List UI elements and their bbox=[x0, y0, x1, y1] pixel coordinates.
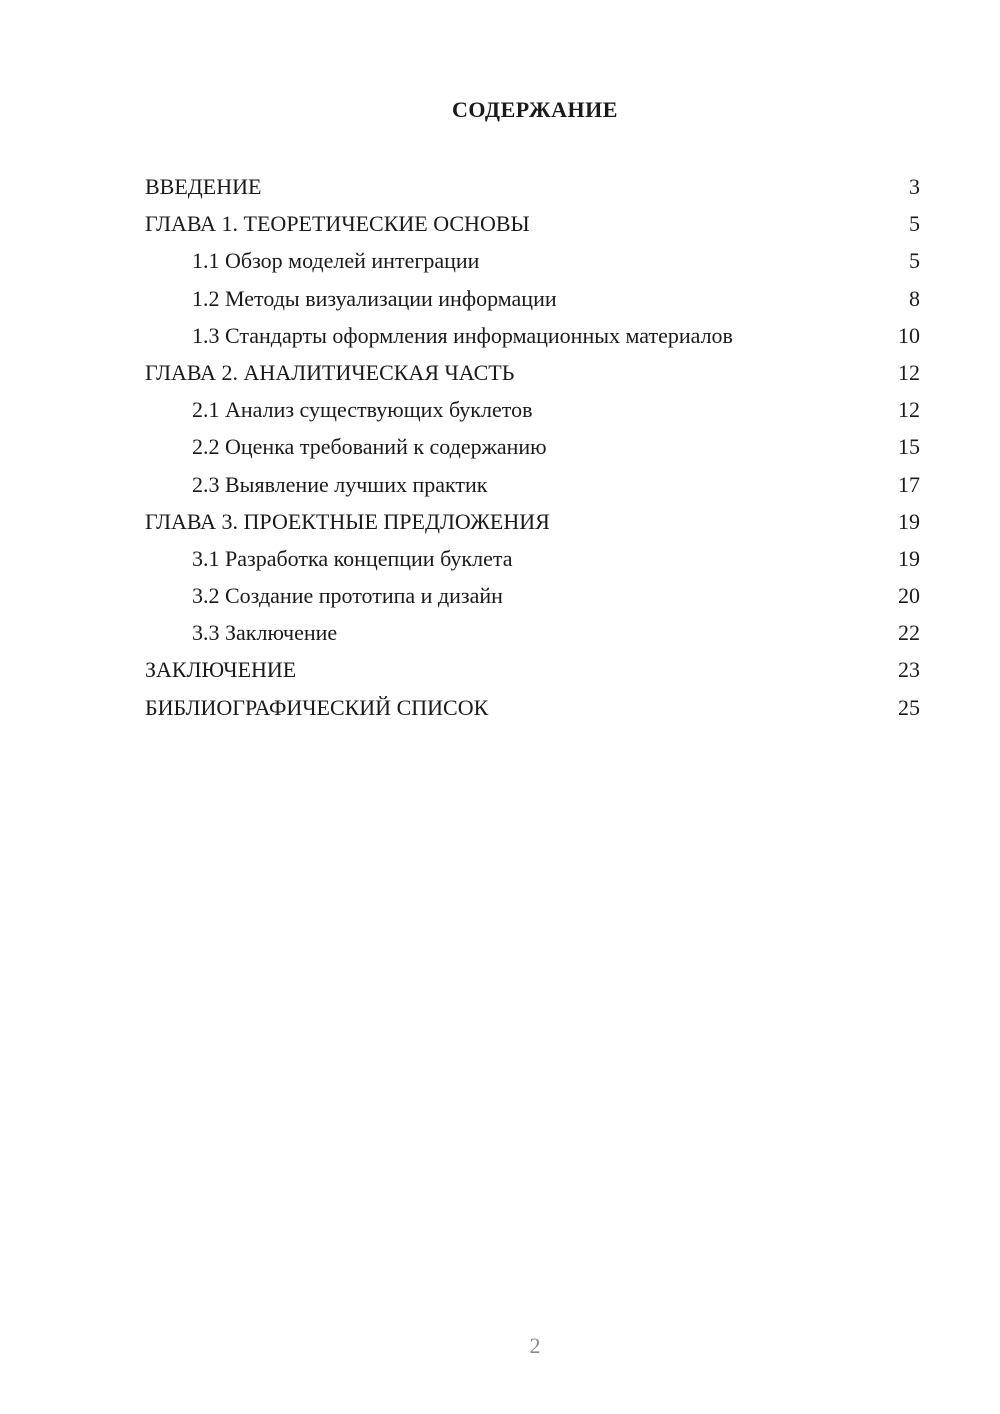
toc-entry-section-1-2 bbox=[145, 280, 920, 317]
toc-entry-page: 19 bbox=[898, 545, 920, 571]
toc-entry-section-2-2 bbox=[145, 428, 920, 465]
toc-entry-page: 5 bbox=[909, 211, 920, 237]
toc-entry-label: 3.3 Заключение bbox=[192, 620, 338, 646]
toc-entry-label: 1.3 Стандарты оформления информационных материалов bbox=[192, 322, 733, 348]
toc-entry-page: 19 bbox=[898, 508, 920, 534]
table-of-contents bbox=[145, 168, 920, 726]
toc-entry-section-3-3 bbox=[145, 614, 920, 651]
toc-entry-label: 3.2 Создание прототипа и дизайн bbox=[192, 583, 503, 609]
toc-entry-label: ЗАКЛЮЧЕНИЕ bbox=[145, 657, 297, 683]
toc-entry-label: 2.2 Оценка требований к содержанию bbox=[192, 434, 547, 460]
toc-entry-page: 17 bbox=[898, 471, 920, 497]
toc-entry-section-3-1 bbox=[145, 540, 920, 577]
toc-entry-section-3-2 bbox=[145, 577, 920, 614]
toc-entry-introduction bbox=[145, 168, 920, 205]
toc-entry-label: 1.2 Методы визуализации информации bbox=[192, 285, 557, 311]
toc-entry-chapter-2 bbox=[145, 354, 920, 391]
toc-entry-label: ГЛАВА 3. ПРОЕКТНЫЕ ПРЕДЛОЖЕНИЯ bbox=[145, 508, 550, 534]
toc-entry-label: 2.1 Анализ существующих буклетов bbox=[192, 397, 533, 423]
toc-entry-page: 20 bbox=[898, 583, 920, 609]
toc-entry-label: 1.1 Обзор моделей интеграции bbox=[192, 248, 480, 274]
toc-entry-page: 5 bbox=[909, 248, 920, 274]
page-number: 2 bbox=[529, 1333, 541, 1358]
toc-entry-section-2-1 bbox=[145, 391, 920, 428]
toc-entry-label: 3.1 Разработка концепции буклета bbox=[192, 545, 513, 571]
toc-entry-label: ВВЕДЕНИЕ bbox=[145, 174, 262, 199]
toc-entry-section-2-3 bbox=[145, 466, 920, 503]
toc-entry-label: БИБЛИОГРАФИЧЕСКИЙ СПИСОК bbox=[145, 694, 489, 720]
toc-entry-label: 2.3 Выявление лучших практик bbox=[192, 471, 488, 497]
toc-entry-chapter-1 bbox=[145, 205, 920, 242]
toc-entry-page: 22 bbox=[898, 620, 920, 646]
toc-entry-label: ГЛАВА 2. АНАЛИТИЧЕСКАЯ ЧАСТЬ bbox=[145, 359, 515, 385]
toc-entry-page: 23 bbox=[898, 657, 920, 683]
toc-entry-page: 10 bbox=[898, 322, 920, 348]
toc-title: СОДЕРЖАНИЕ bbox=[452, 97, 618, 122]
toc-entry-section-1-1 bbox=[145, 242, 920, 279]
toc-entry-page: 12 bbox=[898, 359, 920, 385]
toc-entry-conclusion bbox=[145, 651, 920, 688]
toc-entry-chapter-3 bbox=[145, 503, 920, 540]
toc-entry-page: 15 bbox=[898, 434, 920, 460]
toc-entry-page: 25 bbox=[898, 694, 920, 720]
toc-entry-page: 8 bbox=[909, 285, 920, 311]
toc-entry-label: ГЛАВА 1. ТЕОРЕТИЧЕСКИЕ ОСНОВЫ bbox=[145, 211, 530, 237]
toc-entry-page: 12 bbox=[898, 397, 920, 423]
toc-entry-bibliography bbox=[145, 689, 920, 726]
toc-entry-section-1-3 bbox=[145, 317, 920, 354]
toc-entry-page: 3 bbox=[909, 174, 920, 199]
